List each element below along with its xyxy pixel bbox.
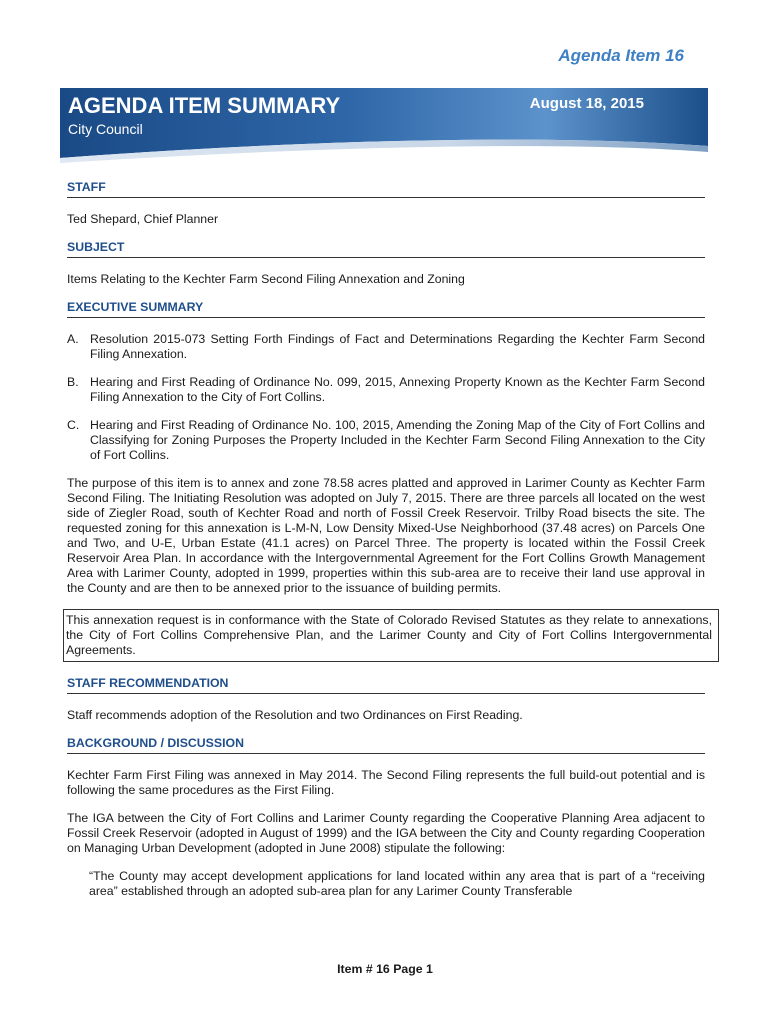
list-item-letter: A.	[67, 332, 79, 346]
list-item-text: Resolution 2015-073 Setting Forth Findings of Fact and Determinations Regarding the Kechter Farm Second Filing Annexation.	[90, 332, 705, 361]
page-footer: Item # 16 Page 1	[337, 962, 433, 976]
staff-heading: STAFF	[67, 180, 705, 198]
executive-summary-paragraph: The purpose of this item is to annex and zone 78.58 acres platted and approved in Larimer County as Kechter Farm Second Filing. The Initiating Resolution was adopted on July 7, 2015. There are three parcels all located on the west side of Ziegler Road, south of Kechter Road and north of Fossil Creek Reservoir. Trilby Road bisects the site. The requested zoning for this annexation is L-M-N, Low Density Mixed-Use Neighborhood (37.48 acres) on Parcels One and Two, and U-E, Urban Estate (41.1 acres) on Parcel Three. The property is located within the Fossil Creek Reservoir Area Plan. In accordance with the Intergovernmental Agreement for the Fort Collins Growth Management Area with Larimer County, adopted in 1999, properties within this sub-area are to receive their land use approval in the County and are then to be annexed prior to the issuance of building permits.	[67, 476, 705, 595]
background-paragraph-1: Kechter Farm First Filing was annexed in May 2014. The Second Filing represents the full build-out potential and is following the same procedures as the First Filing.	[67, 768, 705, 797]
list-item	[67, 375, 705, 405]
banner-date: August 18, 2015	[529, 95, 644, 112]
subject-heading: SUBJECT	[67, 240, 705, 258]
background-paragraph-2: The IGA between the City of Fort Collins and Larimer County regarding the Cooperative Planning Area adjacent to Fossil Creek Reservoir (adopted in August of 1999) and the IGA between the City and County regarding Cooperation on Managing Urban Development (adopted in June 2008) stipulate the following:	[67, 811, 705, 855]
list-item	[67, 418, 705, 463]
staff-recommendation-heading: STAFF RECOMMENDATION	[67, 676, 705, 694]
subject-text: Items Relating to the Kechter Farm Second Filing Annexation and Zoning	[67, 272, 465, 286]
executive-summary-list	[67, 332, 705, 463]
staff-text: Ted Shepard, Chief Planner	[67, 212, 219, 226]
list-item-text: Hearing and First Reading of Ordinance No. 100, 2015, Amending the Zoning Map of the City of Fort Collins and Classifying for Zoning Purposes the Property Included in the Kechter Farm Second Filing Annexation to the City of Fort Collins.	[90, 418, 705, 462]
executive-summary-heading: EXECUTIVE SUMMARY	[67, 300, 705, 318]
banner-title: AGENDA ITEM SUMMARY	[68, 93, 341, 118]
list-item-text: Hearing and First Reading of Ordinance No. 099, 2015, Annexing Property Known as the Kechter Farm Second Filing Annexation to the City of Fort Collins.	[90, 375, 705, 404]
document-body	[66, 180, 712, 899]
list-item-letter: B.	[67, 375, 79, 389]
banner-subtitle: City Council	[68, 121, 143, 137]
conformance-box: This annexation request is in conformance with the State of Colorado Revised Statutes as they relate to annexations, the City of Fort Collins Comprehensive Plan, and the Larimer County and City of Fort Collins Intergovernmental Agreements.	[63, 609, 719, 662]
list-item-letter: C.	[67, 418, 80, 432]
background-quote: “The County may accept development applications for land located within any area that is part of a “receiving area” established through an adopted sub-area plan for any Larimer County Transferable	[89, 869, 705, 898]
agenda-item-label: Agenda Item 16	[558, 46, 684, 65]
staff-recommendation-text: Staff recommends adoption of the Resolution and two Ordinances on First Reading.	[67, 708, 523, 722]
summary-banner	[60, 88, 708, 163]
list-item	[67, 332, 705, 362]
background-heading: BACKGROUND / DISCUSSION	[67, 736, 705, 754]
